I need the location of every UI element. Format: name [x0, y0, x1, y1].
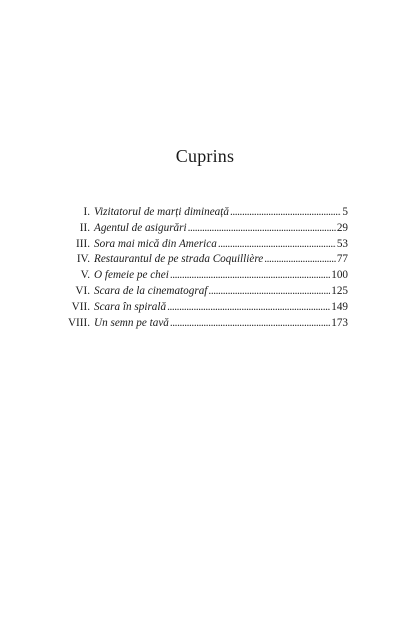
dot-leader — [170, 268, 330, 284]
chapter-number: VIII. — [67, 316, 90, 329]
page-number: 53 — [336, 237, 348, 250]
chapter-number: II. — [79, 221, 90, 234]
toc-entry — [58, 252, 348, 268]
chapter-title: Agentul de asigurări — [94, 221, 187, 234]
chapter-number: VI. — [75, 284, 90, 297]
dot-leader — [230, 205, 341, 221]
page-number: 29 — [336, 221, 348, 234]
chapter-title: Sora mai mică din America — [94, 237, 217, 250]
toc-entry — [58, 237, 348, 253]
chapter-title: Scara în spirală — [94, 300, 167, 313]
toc-entry — [58, 205, 348, 221]
toc-entry — [58, 268, 348, 284]
chapter-title: Vizitatorul de marți dimineață — [94, 206, 229, 218]
dot-leader — [218, 237, 336, 253]
table-of-contents — [58, 205, 348, 331]
toc-entry — [58, 284, 348, 300]
dot-leader — [170, 316, 330, 332]
page-number: 100 — [331, 269, 348, 282]
chapter-title: Scara de la cinematograf — [94, 284, 208, 297]
chapter-number: I. — [83, 206, 90, 218]
page-title: Cuprins — [175, 146, 235, 166]
dot-leader — [208, 284, 330, 300]
chapter-number: III. — [76, 237, 90, 250]
chapter-title: Un semn pe tavă — [94, 316, 169, 329]
dot-leader — [264, 252, 336, 268]
chapter-title: O femeie pe chei — [94, 269, 169, 282]
toc-entry — [58, 300, 348, 316]
dot-leader — [188, 221, 336, 237]
page-number: 125 — [331, 284, 348, 297]
page-number: 5 — [342, 206, 348, 218]
dot-leader — [167, 300, 330, 316]
toc-entry — [58, 221, 348, 237]
chapter-number: IV. — [76, 253, 90, 266]
chapter-number: V. — [80, 269, 90, 282]
page-number: 149 — [331, 300, 348, 313]
chapter-number: VII. — [71, 300, 90, 313]
page-number: 77 — [336, 253, 348, 266]
toc-entry — [58, 316, 348, 332]
page-number: 173 — [331, 316, 348, 329]
chapter-title: Restaurantul de pe strada Coquillière — [94, 253, 264, 266]
